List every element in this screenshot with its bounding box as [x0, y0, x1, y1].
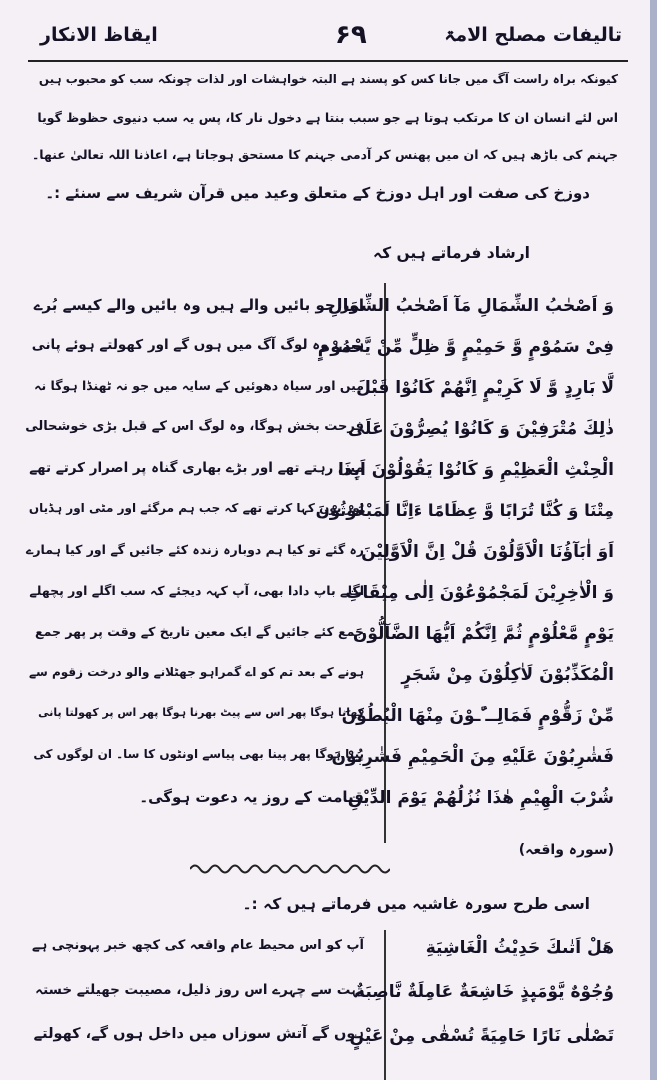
translation-line: ہونے کے بعد تم کو اے گمراہو جھٹلانے والو درخت زقوم سے: [28, 665, 364, 679]
page-number: ۶۹: [335, 20, 367, 50]
verse-line: یَوْمٍ مَّعْلُوْمٍ ثُمَّ اِنَّكُمْ اَیُّهَا الضَّآلُّوْنَ: [352, 624, 614, 644]
translation-line: میں اور سیاہ دھوئیں کے سایہ میں جو نہ ٹھنڈا ہوگا نہ: [34, 378, 364, 393]
urdu-translation-waqiah: [24, 296, 364, 836]
intro-line: ارشاد فرماتے ہیں کہ: [372, 244, 530, 262]
verse-line: وَ الْاٰخِرِیْنَ لَمَجْمُوْعُوْنَ اِلٰى مِیْقَاتِ: [345, 583, 614, 603]
intro-line: کیونکہ براہ راست آگ میں جانا کس کو پسند ہے البتہ خواہشات اور لذات چونکہ سب کو محبوب ہیں: [38, 72, 618, 86]
translation-line: رہ گئے تو کیا ہم دوبارہ زندہ کئے جائیں گے اور کیا ہمارے: [26, 542, 364, 557]
section-intro: اسی طرح سورہ غاشیہ میں فرماتے ہیں کہ :۔: [242, 895, 590, 913]
verse-line: الْحِنْثِ الْعَظِیْمِ وَ كَانُوْا یَقُوْلُوْنَ اَىِٕذَا: [337, 460, 614, 480]
translation-line: اگلے باپ دادا بھی، آپ کہہ دیجئے کہ سب اگلے اور پچھلے: [29, 583, 364, 598]
verse-line: تَصْلٰى نَارًا حَامِیَةً تُسْقٰى مِنْ عَیْنٍ: [349, 1026, 614, 1046]
verse-line: شُرْبَ الْهِیْمِ هٰذَا نُزُلُهُمْ یَوْمَ الدِّیْنِ: [347, 788, 614, 808]
surah-reference: (سورہ واقعہ): [518, 842, 614, 858]
verse-line: فِیْ سَمُوْمٍ وَّ حَمِیْمٍ وَّ ظِلٍّ مِّنْ یَّحْمُوْمٍ: [317, 337, 614, 357]
verse-line: مِّنْ زَقُّوْمٍ فَمَالِــٴُـوْنَ مِنْهَا الْبُطُوْنَ: [341, 706, 614, 726]
translation-line: بہت سے چہرے اس روز ذلیل، مصیبت جھیلتے خستہ: [35, 982, 364, 998]
verse-line: وَ اَصْحٰبُ الشِّمَالِ مَآ اَصْحٰبُ الشِّمَالِ: [327, 296, 614, 316]
book-title: ایقاظ الانکار: [40, 24, 158, 46]
verse-line: وُجُوْهٌ یَّوْمَىِٕذٍ خَاشِعَةٌ عَامِلَةٌ نَّاصِبَةٌ: [355, 982, 614, 1002]
section-heading: دوزخ کی صفت اور اہل دوزخ کے متعلق وعید میں قرآن شریف سے سنئے :۔: [45, 184, 590, 202]
verse-line: فَشٰرِبُوْنَ عَلَیْهِ مِنَ الْحَمِیْمِ فَشٰرِبُوْنَ: [331, 747, 614, 767]
translation-line: ہیں، وہ لوگ آگ میں ہوں گے اور کھولتے ہوئے پانی: [31, 337, 364, 353]
page-header: [0, 10, 650, 54]
verse-line: الْمُكَذِّبُوْنَ لَاٰكِلُوْنَ مِنْ شَجَرٍ: [401, 665, 614, 685]
translation-line: قیامت کے روز یہ دعوت ہوگی۔: [139, 788, 364, 806]
translation-line: اور یوں کہا کرتے تھے کہ جب ہم مرگئے اور مٹی اور ہڈیاں: [28, 501, 364, 515]
intro-line: جہنم کی باڑھ ہیں کہ ان میں پھنس کر آدمی جہنم کا مستحق ہوجاتا ہے، اعاذنا اللہ تعالیٰ عنھا۔: [31, 147, 618, 162]
verse-line: ذٰلِكَ مُتْرَفِیْنَ وَ كَانُوْا یُصِرُّوْنَ عَلَى: [347, 419, 614, 439]
translation-line: ہوں گے آتش سوزاں میں داخل ہوں گے، کھولتے: [33, 1026, 364, 1042]
intro-line: اس لئے انسان ان کا مرتکب ہوتا ہے جو سبب بنتا ہے دخول نار کا، پس یہ سب دنیوی حظوظ گویا: [37, 110, 618, 125]
translation-line: فرحت بخش ہوگا، وہ لوگ اس کے قبل بڑی خوشحالی: [25, 419, 364, 434]
translation-line: پینا ہوگا پھر پینا بھی پیاسے اونٹوں کا سا۔ ان لوگوں کی: [33, 747, 364, 761]
translation-line: آپ کو اس محیط عام واقعہ کی کچھ خبر پہونچی ہے: [32, 938, 364, 953]
translation-line: جمع کئے جائیں گے ایک معین تاریخ کے وقت پر پھر جمع: [35, 624, 364, 639]
wavy-divider: [190, 862, 390, 876]
book-series-title: تالیفات مصلح الامۃ: [444, 24, 622, 46]
translation-line: کھانا ہوگا پھر اس سے پیٹ بھرنا ہوگا پھر اس پر کھولتا پانی: [38, 706, 364, 719]
translation-line: میں رہتے تھے اور بڑے بھاری گناہ پر اصرار کرتے تھے: [29, 460, 364, 476]
verse-line: اَوَ اٰبَآؤُنَا الْاَوَّلُوْنَ قُلْ اِنَّ الْاَوَّلِیْنَ: [361, 542, 614, 562]
verse-line: هَلْ اَتٰىكَ حَدِیْثُ الْغَاشِیَةِ: [425, 938, 614, 958]
verse-line: مِتْنَا وَ كُنَّا تُرَابًا وَّ عِظَامًا ءَاِنَّا لَمَبْعُوْثُوْنَ: [315, 501, 614, 520]
translation-line: اور جو بائیں والے ہیں وہ بائیں والے کیسے بُرے: [33, 296, 364, 314]
verse-line: لَّا بَارِدٍ وَّ لَا كَرِیْمٍ اِنَّهُمْ كَانُوْا قَبْلَ: [356, 378, 614, 398]
header-rule: [28, 60, 628, 62]
urdu-translation-ghashiyah: [24, 938, 364, 1078]
